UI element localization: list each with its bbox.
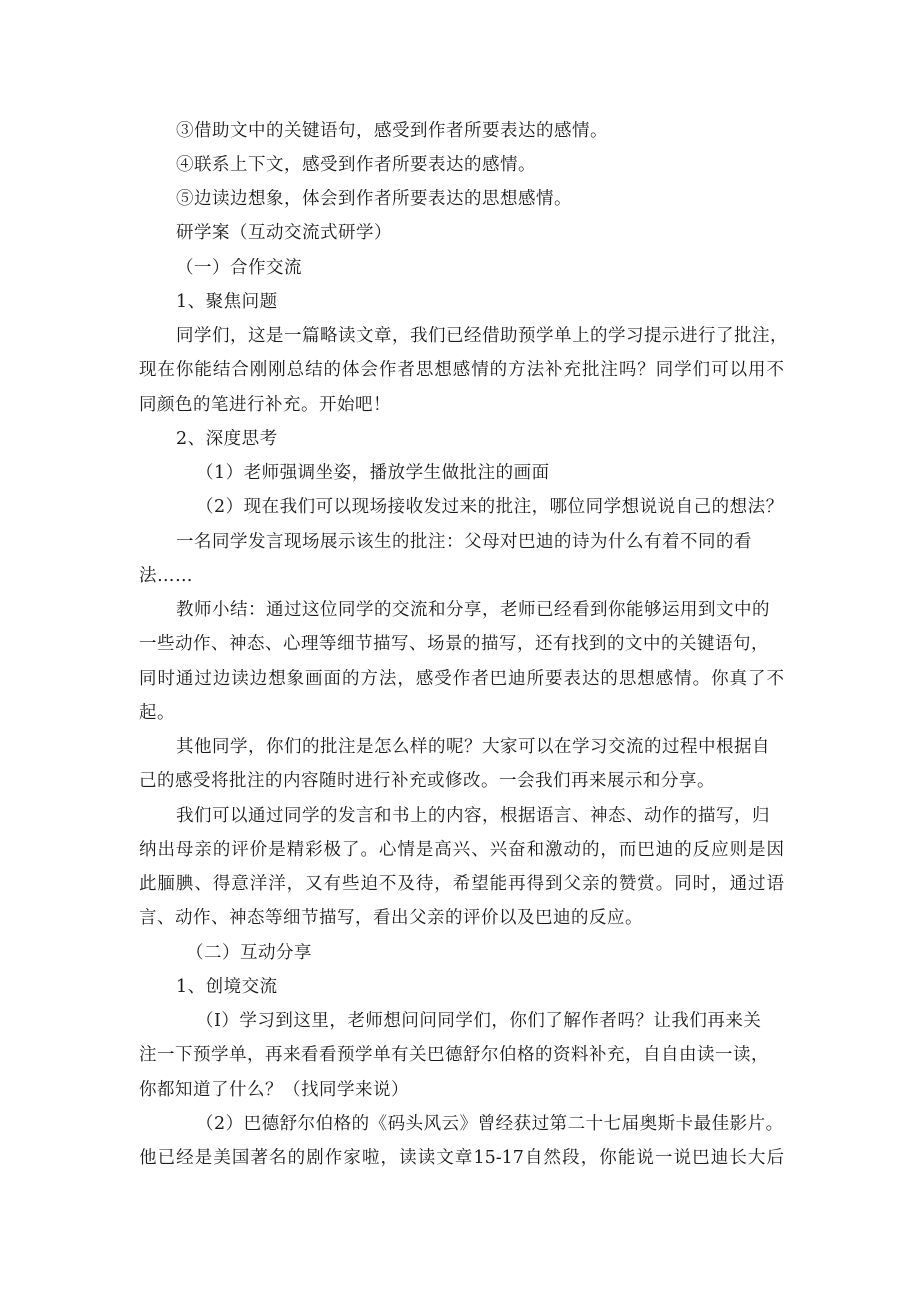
text-line: 教师小结：通过这位同学的交流和分享，老师已经看到你能够运用到文中的	[176, 600, 770, 620]
text-line: （2）巴德舒尔伯格的《码头风云》曾经获过第二十七届奥斯卡最佳影片。	[196, 1114, 784, 1134]
text-line: 己的感受将批注的内容随时进行补充或修改。一会我们再来展示和分享。	[139, 771, 715, 791]
text-line: 一名同学发言现场展示该生的批注：父母对巴迪的诗为什么有着不同的看	[176, 532, 752, 552]
item-heading: 2、深度思考	[176, 429, 278, 449]
text-line: 你都知道了什么？（找同学来说）	[139, 1080, 409, 1100]
text-line: 同学们，这是一篇略读文章，我们已经借助预学单上的学习提示进行了批注，	[176, 326, 788, 346]
text-line: ③借助文中的关键语句，感受到作者所要表达的感情。	[176, 121, 608, 141]
text-line: 其他同学，你们的批注是怎么样的呢？大家可以在学习交流的过程中根据自	[176, 737, 770, 757]
text-line: 同时通过边读边想象画面的方法，感受作者巴迪所要表达的思想感情。你真了不	[139, 669, 784, 689]
text-line: 我们可以通过同学的发言和书上的内容，根据语言、神态、动作的描写，归	[176, 806, 770, 826]
text-line: 法……	[139, 566, 193, 586]
item-heading: 1、创境交流	[176, 977, 278, 997]
text-line: 起。	[139, 703, 175, 723]
text-line: （I）学习到这里，老师想问问同学们，你们了解作者吗？让我们再来关	[196, 1011, 762, 1031]
text-line: ⑤边读边想象，体会到作者所要表达的思想感情。	[176, 189, 572, 209]
text-line: 言、动作、神态等细节描写，看出父亲的评价以及巴迪的反应。	[139, 908, 643, 928]
subsection-heading: （二）互动分享	[186, 943, 312, 963]
text-line: 一些动作、神态、心理等细节描写、场景的描写，还有找到的文中的关键语句，	[139, 634, 769, 654]
text-line: 纳出母亲的评价是精彩极了。心情是高兴、兴奋和激动的，而巴迪的反应则是因	[139, 840, 784, 860]
text-line: ④联系上下文，感受到作者所要表达的感情。	[176, 155, 536, 175]
text-line: 现在你能结合刚刚总结的体会作者思想感情的方法补充批注吗？同学们可以用不	[139, 360, 784, 380]
text-line: 此腼腆、得意洋洋，又有些迫不及待，希望能再得到父亲的赞赏。同时，通过语	[139, 874, 784, 894]
text-line: （1）老师强调坐姿，播放学生做批注的画面	[196, 463, 550, 483]
section-heading: 研学案（互动交流式研学）	[176, 223, 392, 243]
item-heading: 1、聚焦问题	[176, 292, 278, 312]
text-line: 同颜色的笔进行补充。开始吧！	[139, 395, 391, 415]
text-line: （2）现在我们可以现场接收发过来的批注，哪位同学想说说自己的想法？	[196, 497, 784, 517]
text-line: 注一下预学单，再来看看预学单有关巴德舒尔伯格的资料补充，自自由读一读，	[139, 1045, 769, 1065]
subsection-heading: （一）合作交流	[176, 258, 302, 278]
text-line: 他已经是美国著名的剧作家啦，读读文章15-17自然段，你能说一说巴迪长大后	[139, 1148, 784, 1168]
